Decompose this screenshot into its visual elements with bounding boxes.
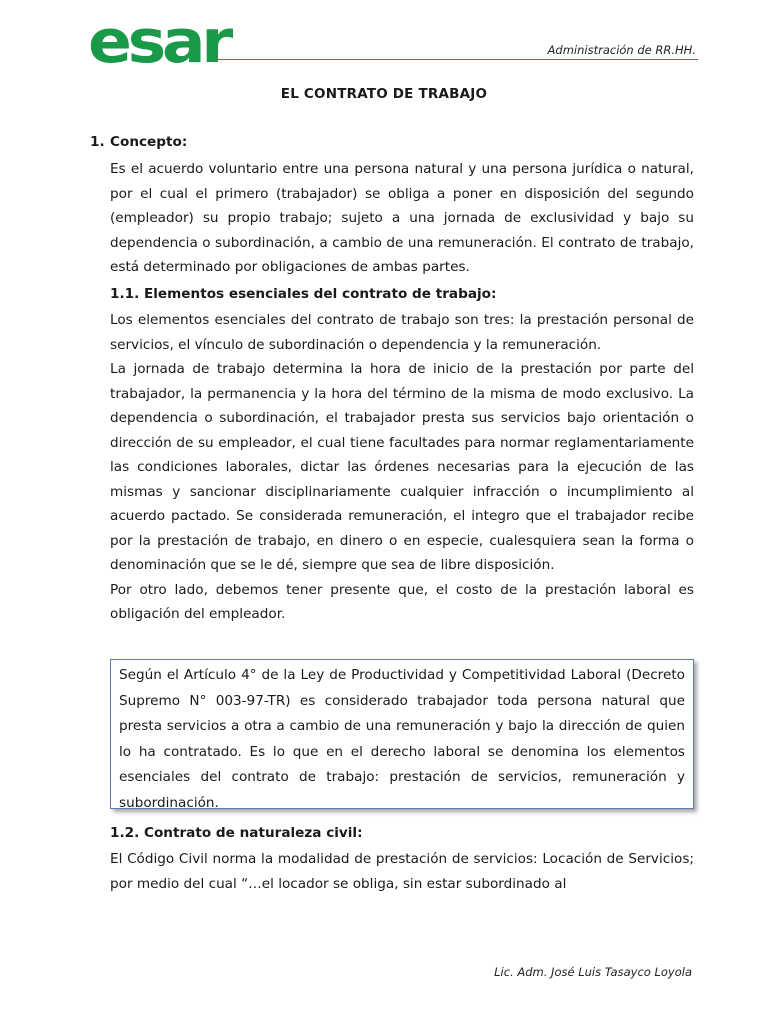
section-1-1-heading: 1.1. Elementos esenciales del contrato de trabajo: xyxy=(110,286,497,302)
document-title: EL CONTRATO DE TRABAJO xyxy=(280,86,488,102)
header-department: Administración de RR.HH. xyxy=(547,43,696,57)
section-1-1-paragraph-1: Los elementos esenciales del contrato de trabajo son tres: la prestación personal de servicios, el vínculo de subordinación o dependencia y la remuneración. xyxy=(110,312,694,353)
section-1-1-paragraph-2: La jornada de trabajo determina la hora de inicio de la prestación por parte del trabajador, la permanencia y la hora del término de la misma de modo exclusivo. La dependencia o subordinación, el trabajador presta sus servicios bajo orientación o dirección de su empleador, el cual tiene facultades para normar reglamentariamente las condiciones laborales, dictar las órdenes necesarias para la ejecución de las mismas y sancionar disciplinariamente cualquier infracción o incumplimiento al acuerdo pactado. Se considerada remuneración, el integro que el trabajador recibe por la prestación de trabajo, en dinero o en especie, cualesquiera sean la forma o denominación que se le dé, siempre que sea de libre disposición. xyxy=(110,361,694,573)
section-1-body xyxy=(110,157,694,280)
legal-note-box xyxy=(110,659,694,809)
section-1-2-body xyxy=(110,847,694,896)
section-1-number: 1. xyxy=(90,134,105,150)
legal-note-text: Según el Artículo 4° de la Ley de Productividad y Competitividad Laboral (Decreto Supremo N° 003-97-TR) es considerado trabajador toda persona natural que presta servicios a otra a cambio de una remuneración y bajo la dirección de quien lo ha contratado. Es lo que en el derecho laboral se denomina los elementos esenciales del contrato de trabajo: prestación de servicios, remuneración y subordinación. xyxy=(119,667,685,811)
section-1-1-body xyxy=(110,308,694,627)
esar-logo: esar xyxy=(88,7,229,77)
section-1-1-paragraph-3: Por otro lado, debemos tener presente que, el costo de la prestación laboral es obligación del empleador. xyxy=(110,581,694,622)
section-1-heading xyxy=(90,134,187,150)
section-1-paragraph: Es el acuerdo voluntario entre una persona natural y una persona jurídica o natural, por el cual el primero (trabajador) se obliga a poner en disposición del segundo (empleador) su propio trabajo; sujeto a una jornada de exclusividad y bajo su dependencia o subordinación, a cambio de una remuneración. El contrato de trabajo, está determinado por obligaciones de ambas partes. xyxy=(110,161,694,275)
section-1-2-paragraph: El Código Civil norma la modalidad de prestación de servicios: Locación de Servicios; por medio del cual “…el locador se obliga, sin estar subordinado al xyxy=(110,851,694,892)
section-1-title: Concepto: xyxy=(110,134,188,150)
page-footer-author: Lic. Adm. José Luis Tasayco Loyola xyxy=(494,965,692,979)
section-1-2-heading: 1.2. Contrato de naturaleza civil: xyxy=(110,825,363,841)
header-rule xyxy=(216,59,698,60)
page-header xyxy=(88,7,698,77)
